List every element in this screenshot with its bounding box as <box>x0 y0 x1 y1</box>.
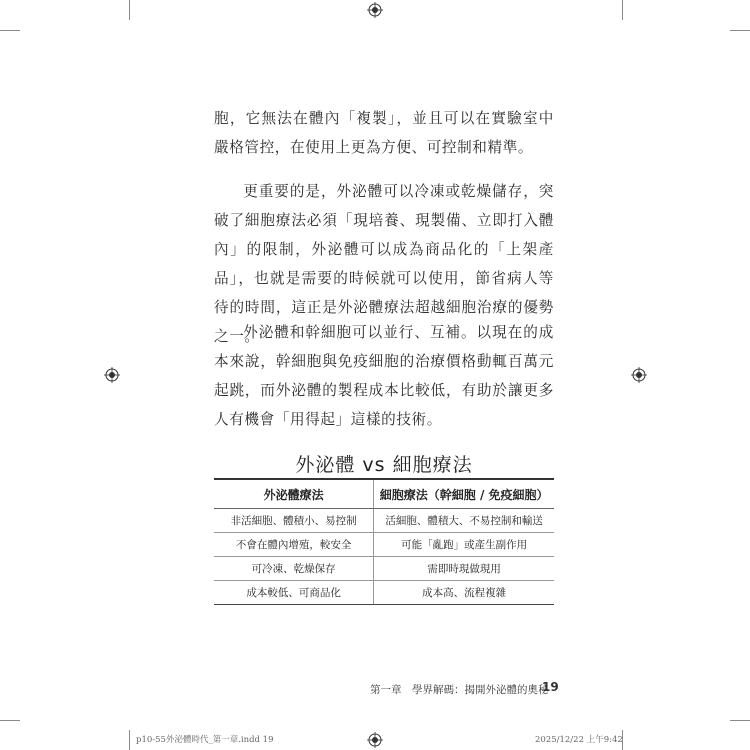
crop-mark-left-bottom <box>0 720 20 721</box>
crop-mark-right-bottom <box>730 720 750 721</box>
table-cell: 可冷凍、乾燥保存 <box>214 557 374 581</box>
registration-mark-bottom-icon <box>367 732 383 748</box>
table-row <box>214 533 554 557</box>
table-cell: 可能「亂跑」或產生副作用 <box>374 533 554 557</box>
table-row <box>214 581 554 605</box>
running-footer-chapter: 第一章 學界解碼：揭開外泌體的奧秘 <box>370 684 549 696</box>
slug-file-info: p10-55外泌體時代_第一章.indd 19 <box>136 735 274 745</box>
registration-mark-top-icon <box>367 2 383 18</box>
table-row <box>214 509 554 533</box>
table-title: 外泌體 vs 細胞療法 <box>295 454 473 476</box>
paragraph-2: 更重要的是，外泌體可以冷凍或乾燥儲存，突破了細胞療法必須「現培養、現製備、立即打入體內」的限制，外泌體可以成為商品化的「上架產品」，也就是需要的時候就可以使用，節省病人等待的時間，這正是外泌體療法超越細胞治療的優勢之一。 <box>214 183 554 345</box>
comparison-table <box>214 478 554 605</box>
table-row <box>214 557 554 581</box>
table-cell: 需即時現做現用 <box>374 557 554 581</box>
table-header-exosome: 外泌體療法 <box>214 479 374 509</box>
crop-mark-right-top <box>730 30 750 31</box>
table-cell: 非活細胞、體積小、易控制 <box>214 509 374 533</box>
crop-mark-top-right <box>622 0 623 20</box>
slug-date-info: 2025/12/22 上午9:42 <box>535 735 623 745</box>
table-cell: 成本較低、可商品化 <box>214 581 374 605</box>
table-cell: 不會在體內增殖，較安全 <box>214 533 374 557</box>
page-number: 19 <box>542 680 559 694</box>
table-cell: 成本高、流程複雜 <box>374 581 554 605</box>
table-header-cell-therapy: 細胞療法（幹細胞 / 免疫細胞） <box>374 479 554 509</box>
crop-mark-left-top <box>0 30 20 31</box>
table-header-row <box>214 479 554 509</box>
paragraph-3: 外泌體和幹細胞可以並行、互補。以現在的成本來說，幹細胞與免疫細胞的治療價格動輒百萬元起跳，而外泌體的製程成本比較低，有助於讓更多人有機會「用得起」這樣的技術。 <box>214 324 554 428</box>
registration-mark-right-icon <box>631 367 647 383</box>
paragraph-1: 胞，它無法在體內「複製」，並且可以在實驗室中嚴格管控，在使用上更為方便、可控制和精準。 <box>214 110 554 156</box>
table-cell: 活細胞、體積大、不易控制和輸送 <box>374 509 554 533</box>
crop-mark-bottom-left <box>129 730 130 750</box>
registration-mark-left-icon <box>104 367 120 383</box>
crop-mark-top-left <box>129 0 130 20</box>
